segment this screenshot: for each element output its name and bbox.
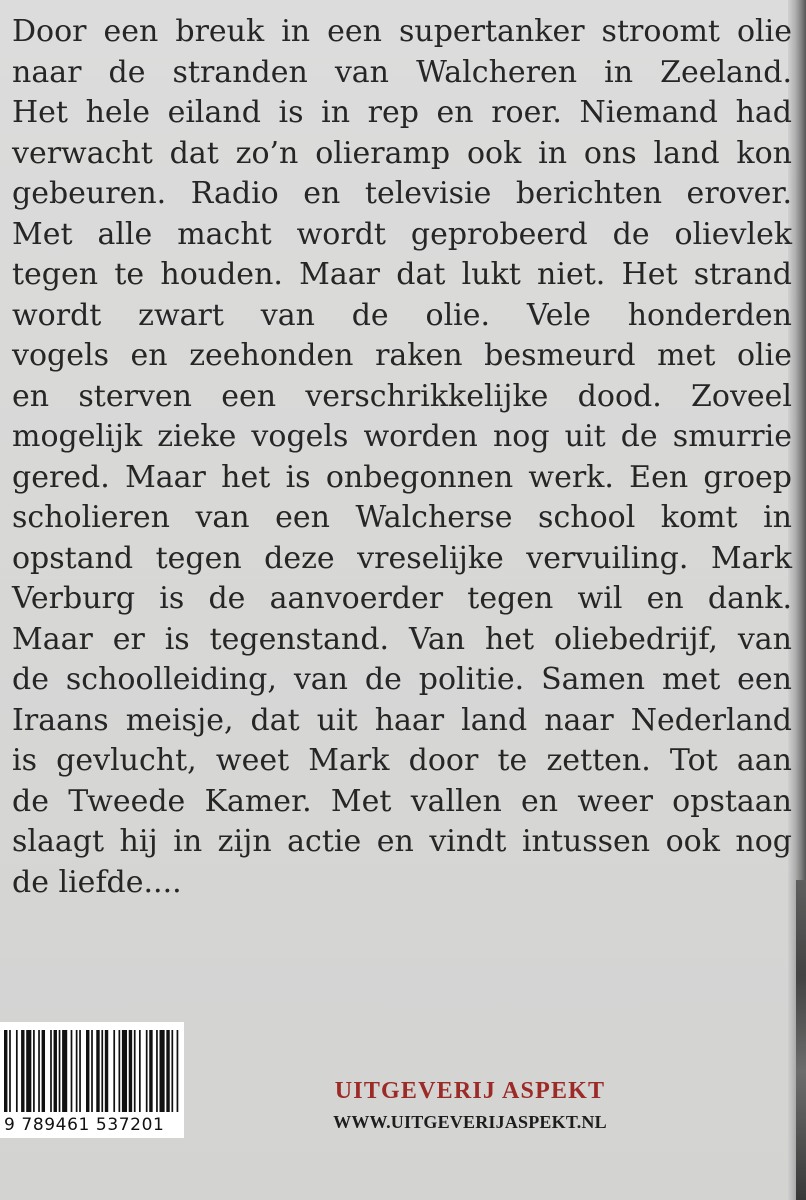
blurb-line: de schoolleiding, van de politie. Samen met een — [12, 662, 792, 697]
barcode-bar — [149, 1030, 152, 1112]
barcode-bar — [71, 1030, 73, 1112]
blurb-line: tegen te houden. Maar dat lukt niet. Het strand — [12, 257, 792, 292]
barcode-bar — [160, 1030, 165, 1112]
blurb-line: de liefde.... — [12, 864, 182, 900]
blurb-line: gebeuren. Radio en televisie berichten erover. — [12, 176, 792, 211]
blurb-line: opstand tegen deze vreselijke vervuiling. Mark — [12, 540, 792, 576]
barcode-bar — [38, 1030, 40, 1112]
barcode-bar — [62, 1030, 67, 1112]
blurb-line: Met alle macht wordt geprobeerd de olievlek — [12, 216, 792, 252]
barcode-bar — [21, 1030, 24, 1112]
barcode-bar — [42, 1030, 45, 1112]
blurb-line: en sterven een verschrikkelijke dood. Zoveel — [12, 378, 792, 414]
barcode-bar — [76, 1030, 78, 1112]
isbn-number: 9 789461 537201 — [4, 1115, 165, 1135]
barcode-bar — [33, 1030, 35, 1112]
blurb-line: gered. Maar het is onbegonnen werk. Een groep — [12, 459, 792, 495]
barcode-bar — [166, 1030, 169, 1112]
barcode-bar — [171, 1030, 173, 1112]
blurb-line: slaagt hij in zijn actie en vindt intussen ook nog — [12, 824, 792, 859]
barcode-bar — [105, 1030, 108, 1112]
barcode-bar — [96, 1030, 99, 1112]
blurb-line: wordt zwart van de olie. Vele honderden — [12, 297, 792, 333]
barcode-bar — [113, 1030, 115, 1112]
publisher-website: WWW.UITGEVERIJASPEKT.NL — [333, 1112, 607, 1132]
blurb-line: is gevlucht, weet Mark door te zetten. Tot aan — [12, 743, 792, 778]
blurb-line: Iraans meisje, dat uit haar land naar Nederland — [12, 702, 792, 738]
barcode-bar — [59, 1030, 61, 1112]
barcode-bar — [9, 1030, 11, 1112]
barcode-bar — [54, 1030, 57, 1112]
barcode-bar — [122, 1030, 127, 1112]
barcode-bars-icon — [4, 1030, 180, 1112]
publisher-name: UITGEVERIJ ASPEKT — [334, 1078, 606, 1104]
barcode-bar — [91, 1030, 93, 1112]
barcode-bar — [4, 1030, 7, 1112]
barcode-bar — [101, 1030, 103, 1112]
isbn-barcode — [0, 1022, 184, 1138]
blurb-line: verwacht dat zo’n olieramp ook in ons land kon — [12, 135, 792, 171]
blurb-line: scholieren van een Walcherse school komt in — [12, 500, 792, 535]
barcode-bar — [86, 1030, 89, 1112]
blurb-line: Het hele eiland is in rep en roer. Niemand had — [12, 95, 792, 130]
barcode-bar — [156, 1030, 158, 1112]
barcode-bar — [134, 1030, 136, 1112]
blurb-line: vogels en zeehonden raken besmeurd met olie — [12, 338, 792, 373]
barcode-bar — [50, 1030, 52, 1112]
barcode-bar — [26, 1030, 31, 1112]
barcode-bar — [79, 1030, 81, 1112]
barcode-bar — [146, 1030, 148, 1112]
barcode-bar — [129, 1030, 132, 1112]
back-cover-blurb — [12, 12, 792, 903]
barcode-bar — [16, 1030, 18, 1112]
blurb-line: Door een breuk in een supertanker stroomt olie — [12, 14, 792, 49]
blurb-line: de Tweede Kamer. Met vallen en weer opstaan — [12, 783, 792, 819]
barcode-bar — [177, 1030, 179, 1112]
blurb-line: mogelijk zieke vogels worden nog uit de smurrie — [12, 419, 792, 454]
blurb-line: Maar er is tegenstand. Van het oliebedrijf, van — [12, 621, 792, 657]
barcode-bar — [139, 1030, 141, 1112]
blurb-line: naar de stranden van Walcheren in Zeeland. — [12, 54, 792, 90]
blurb-line: Verburg is de aanvoerder tegen wil en dank. — [12, 581, 792, 616]
barcode-bar — [118, 1030, 120, 1112]
